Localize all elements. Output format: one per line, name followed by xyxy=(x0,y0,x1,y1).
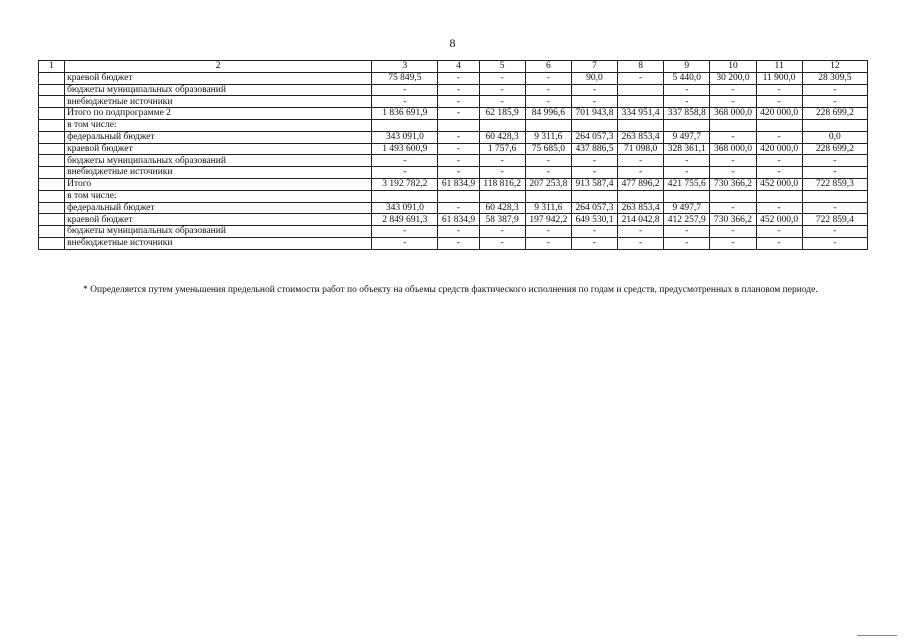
row-number-cell xyxy=(39,202,65,214)
value-cell: 722 859,4 xyxy=(802,214,867,226)
row-number-cell xyxy=(39,143,65,155)
value-cell: - xyxy=(571,167,617,179)
value-cell: - xyxy=(710,237,756,249)
value-cell: - xyxy=(525,84,571,96)
value-cell: - xyxy=(664,84,710,96)
value-cell: - xyxy=(664,237,710,249)
row-label: Итого по подпрограмме 2 xyxy=(65,108,372,120)
value-cell: - xyxy=(525,96,571,108)
column-header-3: 3 xyxy=(372,61,438,73)
value-cell xyxy=(664,119,710,131)
value-cell xyxy=(525,119,571,131)
value-cell: 368 000,0 xyxy=(710,108,756,120)
value-cell: 71 098,0 xyxy=(618,143,664,155)
value-cell xyxy=(802,190,867,202)
value-cell: 343 091,0 xyxy=(372,202,438,214)
value-cell: 3 192 782,2 xyxy=(372,178,438,190)
value-cell: 90,0 xyxy=(571,72,617,84)
footnote xyxy=(63,282,863,299)
value-cell: 197 942,2 xyxy=(525,214,571,226)
row-number-cell xyxy=(39,72,65,84)
value-cell xyxy=(571,119,617,131)
column-header-7: 7 xyxy=(571,61,617,73)
value-cell xyxy=(618,190,664,202)
value-cell xyxy=(664,190,710,202)
value-cell: - xyxy=(372,237,438,249)
value-cell: 60 428,3 xyxy=(479,131,525,143)
table-row xyxy=(39,119,868,131)
value-cell: 214 042,8 xyxy=(618,214,664,226)
table-row xyxy=(39,143,868,155)
value-cell: 368 000,0 xyxy=(710,143,756,155)
value-cell: - xyxy=(802,202,867,214)
value-cell: 730 366,2 xyxy=(710,214,756,226)
footnote-text: * Определяется путем уменьшения предельной стоимости работ по объекту на объемы средств фактического исполнения по годам и средств, предусмотренных в плановом периоде. xyxy=(83,285,818,295)
value-cell: 263 853,4 xyxy=(618,131,664,143)
row-number-cell xyxy=(39,167,65,179)
column-header-1: 1 xyxy=(39,61,65,73)
value-cell: - xyxy=(525,72,571,84)
table-header-row xyxy=(39,61,868,73)
value-cell: - xyxy=(710,202,756,214)
value-cell: - xyxy=(372,96,438,108)
value-cell: 11 900,0 xyxy=(756,72,802,84)
table-row xyxy=(39,155,868,167)
value-cell: 61 834,9 xyxy=(438,178,479,190)
table-row xyxy=(39,84,868,96)
value-cell: - xyxy=(479,96,525,108)
value-cell: - xyxy=(438,84,479,96)
value-cell: - xyxy=(756,131,802,143)
value-cell: - xyxy=(664,96,710,108)
value-cell: - xyxy=(756,96,802,108)
value-cell: 334 951,4 xyxy=(618,108,664,120)
value-cell: - xyxy=(664,167,710,179)
value-cell: 913 587,4 xyxy=(571,178,617,190)
value-cell: - xyxy=(710,155,756,167)
value-cell: 452 000,0 xyxy=(756,214,802,226)
value-cell: - xyxy=(710,84,756,96)
value-cell: - xyxy=(618,155,664,167)
table-row xyxy=(39,108,868,120)
value-cell: - xyxy=(571,226,617,238)
value-cell: 421 755,6 xyxy=(664,178,710,190)
value-cell xyxy=(438,119,479,131)
value-cell: - xyxy=(372,84,438,96)
row-number-cell xyxy=(39,190,65,202)
row-label: краевой бюджет xyxy=(65,214,372,226)
value-cell: 701 943,8 xyxy=(571,108,617,120)
value-cell: - xyxy=(756,202,802,214)
value-cell: - xyxy=(618,237,664,249)
row-label: в том числе: xyxy=(65,190,372,202)
table-row xyxy=(39,226,868,238)
value-cell: - xyxy=(438,72,479,84)
column-header-6: 6 xyxy=(525,61,571,73)
table-row xyxy=(39,96,868,108)
value-cell: - xyxy=(438,226,479,238)
value-cell: - xyxy=(571,237,617,249)
value-cell: - xyxy=(710,96,756,108)
value-cell: 61 834,9 xyxy=(438,214,479,226)
value-cell: - xyxy=(479,237,525,249)
row-label: краевой бюджет xyxy=(65,143,372,155)
value-cell: 62 185,9 xyxy=(479,108,525,120)
value-cell xyxy=(372,190,438,202)
row-number-cell xyxy=(39,155,65,167)
scan-edge-mark xyxy=(857,635,897,636)
column-header-10: 10 xyxy=(710,61,756,73)
value-cell xyxy=(710,119,756,131)
row-label: бюджеты муниципальных образований xyxy=(65,226,372,238)
value-cell: - xyxy=(802,84,867,96)
value-cell: 452 000,0 xyxy=(756,178,802,190)
value-cell: 1 493 600,9 xyxy=(372,143,438,155)
value-cell: - xyxy=(438,202,479,214)
value-cell: 420 000,0 xyxy=(756,143,802,155)
value-cell: - xyxy=(618,226,664,238)
table-body xyxy=(39,72,868,249)
value-cell: - xyxy=(525,237,571,249)
value-cell: 2 849 691,3 xyxy=(372,214,438,226)
value-cell: 84 996,6 xyxy=(525,108,571,120)
value-cell xyxy=(710,190,756,202)
value-cell: - xyxy=(710,226,756,238)
value-cell: 0,0 xyxy=(802,131,867,143)
value-cell: - xyxy=(479,72,525,84)
row-label: внебюджетные источники xyxy=(65,167,372,179)
value-cell: - xyxy=(664,226,710,238)
value-cell: 118 816,2 xyxy=(479,178,525,190)
value-cell xyxy=(802,119,867,131)
value-cell: 649 530,1 xyxy=(571,214,617,226)
value-cell: - xyxy=(756,84,802,96)
value-cell: 9 497,7 xyxy=(664,131,710,143)
column-header-12: 12 xyxy=(802,61,867,73)
value-cell: 9 311,6 xyxy=(525,131,571,143)
value-cell: - xyxy=(479,167,525,179)
value-cell: 412 257,9 xyxy=(664,214,710,226)
row-number-cell xyxy=(39,226,65,238)
value-cell: 337 858,8 xyxy=(664,108,710,120)
table-row xyxy=(39,202,868,214)
value-cell xyxy=(438,190,479,202)
value-cell: 75 849,5 xyxy=(372,72,438,84)
value-cell: 9 497,7 xyxy=(664,202,710,214)
value-cell: 60 428,3 xyxy=(479,202,525,214)
row-label: внебюджетные источники xyxy=(65,96,372,108)
value-cell: - xyxy=(618,167,664,179)
value-cell xyxy=(618,119,664,131)
row-label: федеральный бюджет xyxy=(65,202,372,214)
column-header-2: 2 xyxy=(65,61,372,73)
row-number-cell xyxy=(39,131,65,143)
column-header-11: 11 xyxy=(756,61,802,73)
value-cell: 75 685,0 xyxy=(525,143,571,155)
value-cell: - xyxy=(756,237,802,249)
row-label: федеральный бюджет xyxy=(65,131,372,143)
value-cell: - xyxy=(479,226,525,238)
row-label: Итого xyxy=(65,178,372,190)
value-cell: 328 361,1 xyxy=(664,143,710,155)
row-label: бюджеты муниципальных образований xyxy=(65,84,372,96)
value-cell: - xyxy=(710,167,756,179)
value-cell: - xyxy=(756,226,802,238)
value-cell: - xyxy=(438,108,479,120)
value-cell: - xyxy=(525,226,571,238)
row-label: бюджеты муниципальных образований xyxy=(65,155,372,167)
row-number-cell xyxy=(39,84,65,96)
value-cell: 343 091,0 xyxy=(372,131,438,143)
value-cell: - xyxy=(438,131,479,143)
value-cell: - xyxy=(802,237,867,249)
row-label: краевой бюджет xyxy=(65,72,372,84)
value-cell: - xyxy=(571,84,617,96)
page-number: 8 xyxy=(449,36,456,50)
value-cell: - xyxy=(479,84,525,96)
value-cell: - xyxy=(372,155,438,167)
row-label: внебюджетные источники xyxy=(65,237,372,249)
value-cell: 58 387,9 xyxy=(479,214,525,226)
value-cell: - xyxy=(802,155,867,167)
value-cell: - xyxy=(438,167,479,179)
row-number-cell xyxy=(39,119,65,131)
value-cell: - xyxy=(571,155,617,167)
row-number-cell xyxy=(39,96,65,108)
value-cell: 437 886,5 xyxy=(571,143,617,155)
value-cell: - xyxy=(802,226,867,238)
value-cell xyxy=(618,84,664,96)
value-cell: - xyxy=(756,167,802,179)
value-cell: 30 200,0 xyxy=(710,72,756,84)
value-cell: - xyxy=(438,237,479,249)
table-row xyxy=(39,167,868,179)
row-number-cell xyxy=(39,237,65,249)
value-cell: 5 440,0 xyxy=(664,72,710,84)
column-header-5: 5 xyxy=(479,61,525,73)
value-cell: - xyxy=(802,96,867,108)
value-cell: - xyxy=(802,167,867,179)
table-row xyxy=(39,190,868,202)
value-cell: 477 896,2 xyxy=(618,178,664,190)
value-cell: - xyxy=(710,131,756,143)
value-cell xyxy=(372,119,438,131)
value-cell: - xyxy=(372,226,438,238)
table-row xyxy=(39,131,868,143)
value-cell: 207 253,8 xyxy=(525,178,571,190)
value-cell: - xyxy=(479,155,525,167)
value-cell: - xyxy=(664,155,710,167)
value-cell xyxy=(525,190,571,202)
value-cell: - xyxy=(438,96,479,108)
column-header-8: 8 xyxy=(618,61,664,73)
value-cell: - xyxy=(571,96,617,108)
value-cell: 1 757,6 xyxy=(479,143,525,155)
value-cell: - xyxy=(525,167,571,179)
row-number-cell xyxy=(39,108,65,120)
table-row xyxy=(39,178,868,190)
value-cell: 730 366,2 xyxy=(710,178,756,190)
column-header-4: 4 xyxy=(438,61,479,73)
value-cell xyxy=(618,96,664,108)
value-cell xyxy=(479,190,525,202)
value-cell xyxy=(756,119,802,131)
value-cell: 722 859,3 xyxy=(802,178,867,190)
value-cell: 1 836 691,9 xyxy=(372,108,438,120)
value-cell: - xyxy=(756,155,802,167)
table-row xyxy=(39,237,868,249)
value-cell: - xyxy=(438,155,479,167)
value-cell: - xyxy=(618,72,664,84)
value-cell: 28 309,5 xyxy=(802,72,867,84)
value-cell: - xyxy=(438,143,479,155)
value-cell: 228 699,2 xyxy=(802,108,867,120)
column-header-9: 9 xyxy=(664,61,710,73)
value-cell xyxy=(479,119,525,131)
value-cell: 9 311,6 xyxy=(525,202,571,214)
budget-table xyxy=(38,60,868,250)
value-cell: 263 853,4 xyxy=(618,202,664,214)
row-number-cell xyxy=(39,178,65,190)
value-cell: - xyxy=(372,167,438,179)
value-cell: 264 057,3 xyxy=(571,131,617,143)
value-cell: 264 057,3 xyxy=(571,202,617,214)
value-cell: - xyxy=(525,155,571,167)
table-row xyxy=(39,214,868,226)
row-number-cell xyxy=(39,214,65,226)
value-cell xyxy=(571,190,617,202)
table-row xyxy=(39,72,868,84)
value-cell xyxy=(756,190,802,202)
value-cell: 228 699,2 xyxy=(802,143,867,155)
row-label: в том числе: xyxy=(65,119,372,131)
value-cell: 420 000,0 xyxy=(756,108,802,120)
